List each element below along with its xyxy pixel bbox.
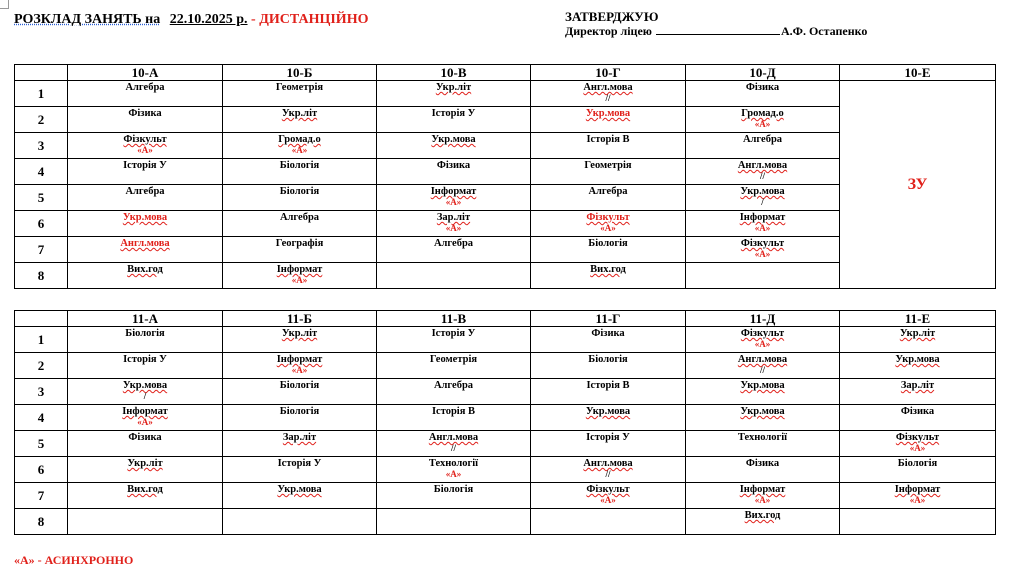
schedule-cell	[531, 405, 686, 431]
schedule-cell	[531, 509, 686, 535]
subject-label: Зар.літ	[900, 380, 935, 391]
approval-block	[565, 9, 867, 39]
subject-label	[68, 509, 222, 510]
director-line	[565, 24, 867, 39]
lesson-number: 2	[15, 353, 68, 379]
schedule-cell	[840, 327, 996, 353]
schedule-cell	[531, 185, 686, 211]
schedule-cell	[68, 107, 223, 133]
table-row	[15, 379, 996, 405]
subject-label: Фізкульт	[586, 484, 630, 495]
subject-label: Історія В	[431, 406, 476, 417]
subject-label: Біологія	[433, 484, 474, 495]
subject-label	[377, 509, 530, 510]
schedule-cell	[377, 81, 531, 107]
lesson-number: 1	[15, 81, 68, 107]
schedule-cell	[377, 405, 531, 431]
schedule-cell	[686, 405, 840, 431]
schedule-cell	[840, 431, 996, 457]
lesson-mode-note: «А»	[445, 469, 462, 479]
lesson-number: 6	[15, 211, 68, 237]
subject-label: Фізика	[900, 406, 935, 417]
subject-label: Біологія	[279, 160, 320, 171]
schedule-cell	[68, 211, 223, 237]
subject-label: Укр.мова	[585, 406, 631, 417]
schedule-cell	[68, 263, 223, 289]
schedule-cell	[686, 159, 840, 185]
class-header: 11-В	[377, 311, 531, 327]
schedule-cell	[531, 353, 686, 379]
schedule-cell	[223, 379, 377, 405]
schedule-cell	[377, 431, 531, 457]
subject-label: Біологія	[279, 406, 320, 417]
subject-label: Біологія	[588, 238, 628, 249]
lesson-number: 7	[15, 483, 68, 509]
approve-label: ЗАТВЕРДЖУЮ	[565, 9, 659, 24]
table-header-row	[15, 311, 996, 327]
subject-label: Інформат	[430, 186, 477, 197]
schedule-cell	[686, 457, 840, 483]
lesson-mode-note: «А»	[600, 495, 616, 505]
subject-label: Історія У	[431, 108, 476, 119]
lesson-number: 4	[15, 159, 68, 185]
subject-label: Інформат	[276, 264, 323, 275]
subject-label: Англ.мова	[428, 432, 479, 443]
schedule-cell	[68, 327, 223, 353]
lesson-mode-note: //	[605, 93, 611, 103]
subject-label: Історія В	[586, 380, 630, 391]
lesson-mode-note: «А»	[291, 275, 308, 285]
title-mode: - ДИСТАНЦІЙНО	[251, 12, 369, 27]
schedule-cell	[68, 237, 223, 263]
schedule-cell	[377, 159, 531, 185]
schedule-cell	[686, 509, 840, 535]
subject-label: Інформат	[894, 484, 941, 495]
lesson-mode-note: «А»	[754, 339, 771, 349]
subject-label: Укр.мова	[122, 212, 168, 223]
title-text: РОЗКЛАД ЗАНЯТЬ на	[14, 12, 161, 27]
merged-class-cell	[840, 81, 996, 289]
lesson-number: 3	[15, 379, 68, 405]
subject-label: Вих.год	[590, 264, 626, 275]
schedule-cell	[840, 379, 996, 405]
schedule-cell	[377, 211, 531, 237]
subject-label: Укр.мова	[585, 108, 631, 119]
subject-label: Фізика	[436, 160, 471, 171]
schedule-cell	[686, 327, 840, 353]
schedule-cell	[68, 509, 223, 535]
subject-label: Історія У	[123, 354, 167, 365]
schedule-cell	[223, 431, 377, 457]
lesson-mode-note: //	[605, 469, 611, 479]
lesson-mode-note: «А»	[909, 495, 926, 505]
schedule-cell	[223, 353, 377, 379]
schedule-cell	[531, 457, 686, 483]
subject-label: Фізика	[128, 432, 162, 443]
subject-label: Фізкульт	[740, 238, 785, 249]
schedule-cell	[840, 457, 996, 483]
schedule-cell	[223, 211, 377, 237]
lesson-mode-note: //	[759, 365, 765, 375]
schedule-cell	[223, 107, 377, 133]
lesson-mode-note: «А»	[754, 495, 771, 505]
lesson-number: 1	[15, 327, 68, 353]
schedule-cell	[377, 237, 531, 263]
subject-label: Алгебра	[588, 186, 628, 197]
subject-label: Укр.мова	[740, 406, 785, 417]
lesson-mode-note: /	[761, 197, 764, 207]
schedule-cell	[223, 457, 377, 483]
schedule-cell	[686, 379, 840, 405]
table-row	[15, 353, 996, 379]
schedule-cell	[223, 327, 377, 353]
schedule-cell	[531, 107, 686, 133]
subject-label: Інформат	[739, 484, 786, 495]
subject-label: Укр.літ	[281, 108, 318, 119]
schedule-cell	[223, 509, 377, 535]
subject-label	[840, 509, 995, 510]
subject-label: Укр.мова	[895, 354, 940, 365]
subject-label: Зар.літ	[282, 432, 317, 443]
class-header: 11-Б	[223, 311, 377, 327]
subject-label: Вих.год	[744, 510, 781, 521]
lesson-mode-note: «А»	[754, 223, 771, 233]
legend-note: «А» - АСИНХРОННО	[14, 553, 134, 567]
table-row	[15, 81, 996, 107]
corner-cell	[15, 311, 68, 327]
subject-label: Історія У	[431, 328, 476, 339]
subject-label: Фізкульт	[895, 432, 940, 443]
subject-label: Біологія	[125, 328, 165, 339]
subject-label: Алгебра	[125, 186, 165, 197]
schedule-cell	[531, 263, 686, 289]
lesson-number: 8	[15, 509, 68, 535]
schedule-cell	[840, 353, 996, 379]
subject-label: Фізика	[128, 108, 162, 119]
schedule-cell	[531, 211, 686, 237]
subject-label: Фізика	[745, 458, 780, 469]
subject-label: Англ.мова	[583, 458, 633, 469]
class-header: 10-А	[68, 65, 223, 81]
schedule-cell	[840, 405, 996, 431]
subject-label: Вих.год	[127, 264, 163, 275]
subject-label	[377, 263, 530, 264]
subject-label: Геометрія	[584, 160, 632, 171]
schedule-cell	[68, 159, 223, 185]
lesson-mode-note: //	[759, 171, 765, 181]
subject-label: Історія В	[586, 134, 630, 145]
lesson-number: 2	[15, 107, 68, 133]
schedule-title	[14, 12, 368, 28]
table-row	[15, 431, 996, 457]
schedule-cell	[531, 159, 686, 185]
schedule-cell	[531, 483, 686, 509]
subject-label: Алгебра	[433, 380, 474, 391]
subject-label: Англ.мова	[120, 238, 170, 249]
subject-label: Інформат	[276, 354, 323, 365]
class-header: 10-В	[377, 65, 531, 81]
schedule-cell	[686, 133, 840, 159]
subject-label: Укр.літ	[435, 82, 472, 93]
lesson-number: 6	[15, 457, 68, 483]
lesson-mode-note: «А»	[445, 223, 462, 233]
subject-label: Алгебра	[742, 134, 783, 145]
subject-label: Інформат	[739, 212, 786, 223]
lesson-number: 4	[15, 405, 68, 431]
subject-label: Укр.мова	[122, 380, 168, 391]
subject-label: Фізкульт	[740, 328, 785, 339]
schedule-cell	[840, 483, 996, 509]
subject-label: Фізика	[591, 328, 625, 339]
schedule-cell	[377, 353, 531, 379]
subject-label: Біологія	[897, 458, 938, 469]
schedule-cell	[531, 379, 686, 405]
subject-label: Громад.о	[741, 108, 784, 119]
subject-label: Громад.о	[278, 134, 321, 145]
schedule-table-10	[14, 64, 996, 289]
schedule-cell	[68, 185, 223, 211]
subject-label: Укр.літ	[127, 458, 163, 469]
schedule-cell	[68, 133, 223, 159]
schedule-cell	[377, 107, 531, 133]
table-row	[15, 483, 996, 509]
subject-label: Географія	[275, 238, 324, 249]
lesson-mode-note: «А»	[445, 197, 462, 207]
schedule-cell	[686, 353, 840, 379]
lesson-mode-note: «А»	[291, 365, 308, 375]
schedule-cell	[68, 405, 223, 431]
corner-cell	[15, 65, 68, 81]
director-name: А.Ф. Остапенко	[780, 24, 868, 38]
director-label: Директор ліцею	[565, 24, 652, 38]
lesson-mode-note: «А»	[600, 223, 616, 233]
schedule-cell	[531, 327, 686, 353]
lesson-number: 5	[15, 431, 68, 457]
subject-label: Укр.мова	[277, 484, 322, 495]
subject-label: Англ.мова	[737, 160, 788, 171]
subject-label: Зар.літ	[436, 212, 471, 223]
schedule-cell	[377, 509, 531, 535]
schedule-cell	[377, 483, 531, 509]
class-header: 10-Б	[223, 65, 377, 81]
schedule-cell	[223, 133, 377, 159]
subject-label	[531, 509, 685, 510]
signature-line	[656, 34, 780, 35]
schedule-cell	[68, 81, 223, 107]
lesson-mode-note: «А»	[754, 119, 771, 129]
subject-label	[686, 263, 839, 264]
schedule-cell	[377, 133, 531, 159]
class-header: 11-Г	[531, 311, 686, 327]
schedule-cell	[377, 327, 531, 353]
schedule-cell	[531, 133, 686, 159]
class-header: 10-Е	[840, 65, 996, 81]
subject-label: Укр.мова	[740, 186, 785, 197]
subject-label: Укр.мова	[740, 380, 785, 391]
lesson-number: 8	[15, 263, 68, 289]
schedule-cell	[686, 263, 840, 289]
schedule-cell	[377, 379, 531, 405]
schedule-cell	[377, 457, 531, 483]
schedule-cell	[223, 405, 377, 431]
schedule-cell	[223, 237, 377, 263]
lesson-mode-note: «А»	[137, 417, 153, 427]
schedule-cell	[686, 431, 840, 457]
lesson-mode-note: «А»	[291, 145, 308, 155]
schedule-cell	[531, 431, 686, 457]
class-header: 10-Г	[531, 65, 686, 81]
zu-label: ЗУ	[907, 175, 928, 193]
lesson-number: 3	[15, 133, 68, 159]
lesson-mode-note: «А»	[754, 249, 771, 259]
schedule-cell	[223, 483, 377, 509]
subject-label: Фізкульт	[586, 212, 630, 223]
table-header-row	[15, 65, 996, 81]
lesson-number: 7	[15, 237, 68, 263]
table-row	[15, 457, 996, 483]
schedule-cell	[223, 185, 377, 211]
schedule-cell	[68, 483, 223, 509]
subject-label: Англ.мова	[737, 354, 788, 365]
schedule-cell	[223, 263, 377, 289]
subject-label: Укр.літ	[281, 328, 318, 339]
schedule-table-11	[14, 310, 996, 535]
schedule-cell	[377, 185, 531, 211]
schedule-cell	[686, 483, 840, 509]
class-header: 11-А	[68, 311, 223, 327]
schedule-cell	[68, 431, 223, 457]
class-header: 11-Д	[686, 311, 840, 327]
lesson-mode-note: /	[143, 391, 147, 401]
class-header: 11-Е	[840, 311, 996, 327]
subject-label: Фізкульт	[123, 134, 167, 145]
subject-label: Біологія	[279, 380, 320, 391]
schedule-cell	[531, 237, 686, 263]
subject-label: Біологія	[279, 186, 320, 197]
subject-label: Укр.мова	[431, 134, 476, 145]
title-date: 22.10.2025 р.	[169, 12, 248, 27]
subject-label: Укр.літ	[899, 328, 936, 339]
table-row	[15, 509, 996, 535]
subject-label: Інформат	[122, 406, 168, 417]
schedule-cell	[686, 107, 840, 133]
subject-label: Історія У	[277, 458, 322, 469]
subject-label: Геометрія	[275, 82, 324, 93]
table-row	[15, 405, 996, 431]
schedule-cell	[377, 263, 531, 289]
lesson-mode-note: «А»	[909, 443, 926, 453]
subject-label: Алгебра	[433, 238, 474, 249]
table-row	[15, 327, 996, 353]
subject-label: Історія У	[123, 160, 167, 171]
subject-label: Англ.мова	[583, 82, 633, 93]
lesson-mode-note: «А»	[137, 145, 153, 155]
subject-label: Біологія	[588, 354, 628, 365]
class-header: 10-Д	[686, 65, 840, 81]
lesson-number: 5	[15, 185, 68, 211]
subject-label	[223, 509, 376, 510]
subject-label: Алгебра	[279, 212, 320, 223]
schedule-cell	[686, 237, 840, 263]
schedule-cell	[686, 81, 840, 107]
subject-label: Геометрія	[429, 354, 478, 365]
schedule-cell	[68, 457, 223, 483]
schedule-cell	[686, 211, 840, 237]
lesson-mode-note: //	[450, 443, 456, 453]
schedule-cell	[68, 379, 223, 405]
page-corner-mark	[0, 0, 9, 9]
schedule-cell	[223, 159, 377, 185]
schedule-cell	[531, 81, 686, 107]
schedule-cell	[686, 185, 840, 211]
schedule-cell	[840, 509, 996, 535]
subject-label: Алгебра	[125, 82, 165, 93]
subject-label: Історія У	[586, 432, 630, 443]
subject-label: Фізика	[745, 82, 780, 93]
subject-label: Технології	[737, 432, 788, 443]
subject-label: Технології	[428, 458, 479, 469]
schedule-cell	[223, 81, 377, 107]
schedule-cell	[68, 353, 223, 379]
subject-label: Вих.год	[127, 484, 163, 495]
